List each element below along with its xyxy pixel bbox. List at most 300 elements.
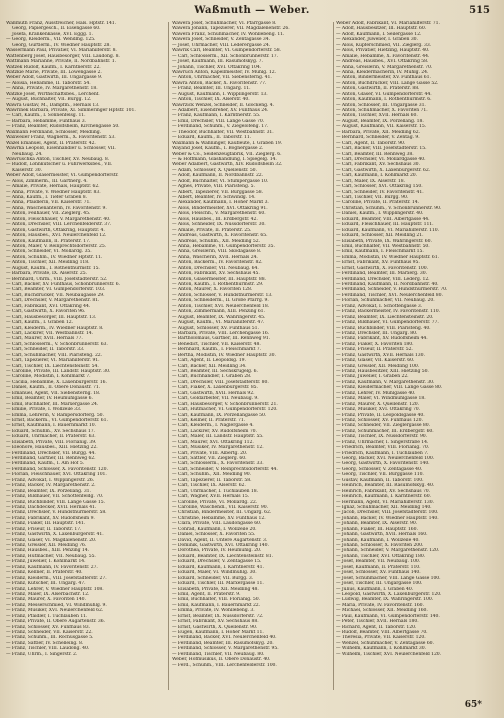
directory-entry: — Albert, Tapezierer, VII. Burggasse 58. xyxy=(172,189,263,195)
directory-entry: — Ferdinand, Bäcker, XVI. Neulerchenfeld 40. xyxy=(172,635,277,641)
directory-entry: — Eduard, Maler, VI. Windmühlg. 30. xyxy=(172,570,257,576)
directory-entry: — Alois, Kupferschmied, VII. Zieglerg. 33. xyxy=(336,42,432,48)
directory-entry: Kaiserstr. 30. xyxy=(12,167,43,173)
directory-entry: — Franz, Lehrer, IV. Mühlgasse 40. xyxy=(336,390,416,396)
directory-entry: Josefa, Krankenkasse, XVI. Eggg. 1. xyxy=(12,31,93,37)
directory-entry: — Anton, Feilhauer, VII. Zieglerg. 45. xyxy=(6,211,91,217)
directory-entry: — Carl, Schneider, II. Taborstr. 33. xyxy=(6,347,85,353)
directory-entry: — Anton, Maurer, X. Favoriten 128. xyxy=(172,287,253,293)
directory-entry: — Carl, Kleiderm., IV. Wiedner Hauptstr. 8. xyxy=(6,325,104,331)
directory-entry: — Carl, Bäcker, VIII. Josefstädterstr. 15. xyxy=(336,146,427,152)
directory-entry: — Eduard, Beamter, IX. Liechtensteinstr. 81. xyxy=(172,553,273,559)
directory-entry: — Ferdinand, Kaufm., I. Am Hof 5. xyxy=(6,461,85,467)
directory-entry: — Eduard, Drechsler, V. Zentagasse 15. xyxy=(172,559,262,565)
directory-entry: — Carl, Lackirer, VII. Westbahnstr. 14. xyxy=(6,330,94,336)
directory-entry: — Emil, Kaufmann, I. Bauernmarkt 22. xyxy=(172,602,261,608)
directory-entry: — Eduard, Schuhm., XV. Sechshaus 17. xyxy=(6,428,95,434)
directory-entry: — Anton, Kaufm., I. Rothenthurmstr. 29. xyxy=(172,282,264,287)
directory-entry: — August, Schlosser, XV. Fünfhaus 51. xyxy=(172,325,259,331)
directory-entry: Wattenberg Josef, Hausbesorger, VIII. Laudong. 8. xyxy=(6,53,120,59)
directory-entry: — August, Beamter, IX. Porzellang. 18. xyxy=(336,118,424,124)
directory-entry: — Carl, Agent, II. Taborstr. 90. xyxy=(336,140,406,146)
directory-entry: — Josef, Beamter, VII. Neubaug. 100. xyxy=(336,559,421,565)
directory-entry: — Bernhard, Schneider, V. Zentag. 9. xyxy=(336,135,420,141)
directory-entry: — Josef, Kaufmann, III. Rasumofskyg. 7. xyxy=(172,59,263,65)
directory-entry: — Benedict, Tischler, VII. Kaiserstr. 48. xyxy=(172,341,261,347)
directory-entry: Wayand Josef, Kaufm., I. Bognergasse 2. xyxy=(172,146,264,152)
directory-entry: — Ernst, Kaufmann, I. Bauernmarkt 10. xyxy=(6,423,97,429)
directory-entry: — Eduard, Kaufmann, I. Kärntnerstr. 41. xyxy=(172,564,264,570)
directory-entry: — Friedrich, Beamter, VIII. Florianig. 70. xyxy=(336,445,430,451)
directory-entry: — Rudolf, Lohnkutscher u. Fuhrwerksbes., VII. xyxy=(6,162,113,168)
directory-entry: — Franz, Kutscher, III. Ungarg. 47. xyxy=(6,581,86,587)
directory-entry: — Franz, Sattler, IV. Schelleing. 8. xyxy=(6,640,84,646)
directory-entry: Weber Adolf, Gastwirth, III. Ungargasse 9. xyxy=(6,75,103,81)
directory-entry: — Anton, Zimmermann, XIII. Penzing 61. xyxy=(172,309,265,315)
directory-entry: — Franz, Fiaker, III. Hauptstr. 141. xyxy=(6,521,86,527)
directory-entry: — Eduard, Beamter, VIII. Albertgasse 44. xyxy=(336,216,430,222)
directory-entry: — Franz, Fiaker, X. Favoriten 180. xyxy=(336,341,414,347)
directory-entry: — Caroline, Private, II. Praterstr. 14. xyxy=(336,200,420,206)
directory-entry: — Franz, Fabrikant, XV. Rudolfsheim 9. xyxy=(6,515,95,521)
directory-entry: — Ferd., Schuhm., VIII. Lerchenfelderstr. 100. xyxy=(172,662,277,668)
directory-entry: — Franz, Friseur, II. Taborstr. 17. xyxy=(6,526,82,532)
directory-entry: — Emma, Modistin, IV. Wiedner Hauptstr. 61. xyxy=(336,254,439,260)
directory-entry: — Anna, Hebamme, VI. Gumpendorferstr. 35. xyxy=(172,243,275,249)
directory-entry: — Josef, Uhrmacher, VIII. Lederergasse 24. xyxy=(172,42,271,48)
directory-entry: — Anton, Gastwirth, II. Praterstr. 88. xyxy=(336,86,420,92)
directory-entry: — Carl, Wagner, XVII. Hernals 15. xyxy=(172,494,250,500)
directory-entry: Watzek Rudolf, Kaufm., I. Kärntnerstr. 22. xyxy=(6,64,101,70)
directory-entry: — Ludwig, Beamter, IX. Währingerstr. 100. xyxy=(336,597,434,603)
directory-entry: — Andreas, Gastwirth, X. Favoritenstr. 65. xyxy=(172,233,268,239)
directory-entry: — Franz, Fabrikant, XV. Rudolfsheim 44. xyxy=(336,336,428,342)
directory-entry: — Ignaz, Schuhmacher, XII. Meidling 140. xyxy=(336,504,432,510)
directory-entry: — Johann, Fiaker, III. Hauptstr. 160. xyxy=(336,526,418,532)
directory-entry: — Bernhard, Kaufm., I. Fleischmarkt 7. xyxy=(172,347,262,353)
directory-entry: — Ferdinand, Schlosser, X. Favoritenstr. 120. xyxy=(6,466,108,472)
directory-entry: Weber, Hofmusikus, II. Obere Donaustr. 40. xyxy=(172,657,271,663)
directory-entry: — Anton, Glaser, VI. Gumpendorferstr. 44. xyxy=(336,91,432,97)
directory-entry: — Caroline, Private, III. Landstr. Hauptstr. 30. xyxy=(6,369,111,374)
directory-entry: — Gustav, Kaufmann, II. Taborstr. 100. xyxy=(336,477,424,483)
directory-entry: — Emanuel, Agent, VII. Siebensterng. 18. xyxy=(6,390,101,396)
directory-entry: — Anton, Tischler, XVII. Hernals 60. xyxy=(336,113,418,119)
directory-entry: — Christian, Bindermeister, III. Ungarg. 62. xyxy=(172,510,272,516)
directory-entry: — Emilie, Private, I. Wollzeile 33. xyxy=(6,407,82,413)
directory-entry: — Anna, Private, V. Wiedner Hauptstr. 83. xyxy=(6,189,101,195)
directory-entry: — Eduard, Schneider, VII. Burgg. 3. xyxy=(172,575,254,581)
directory-entry: Wawruch Anton, Kapellmeister, IV. Mühlg. 12. xyxy=(172,69,276,75)
directory-entry: — August, Beamter, IX. Währingerstr. 45. xyxy=(172,314,266,320)
directory-entry: — Carl, Schlosserm., XII. Schönbrunnerstr. 17. xyxy=(172,53,279,59)
directory-entry: — Dorothea, Private, IV. Heumühlg. 20. xyxy=(172,548,262,554)
directory-entry: — Anna, Kaufm., I. Tiefer Graben 8. xyxy=(6,195,88,200)
directory-entry: — Franz, Glaser, VII. Kaiserstr. 60. xyxy=(336,358,415,364)
directory-entry: — Carl, Hutmacher, VI. Gumpendorferstr. 120. xyxy=(172,407,278,413)
directory-entry: — Carl, Gastwirth, X. Laxenburgerstr. 62. xyxy=(336,167,431,173)
directory-entry: — Franz, Beamter, III. Ungarg. 11. xyxy=(172,86,251,92)
directory-entry: — Carl, Kaufm., I. Sonnenfelsg. 11. xyxy=(6,113,86,119)
directory-entry: — Ferdinand, Schneider, V. Hundsthurmerstr. 70. xyxy=(336,287,448,293)
directory-entry: — Bernhard, Uhrm., VIII. Josefstädterstr. 52. xyxy=(6,276,108,282)
directory-entry: — Amalie, Hebamme, X. Favoritenstr. 44. xyxy=(336,53,430,59)
directory-entry: — Anton, Schneider, VI. Mollardg. 35. xyxy=(6,249,92,255)
directory-entry: — Amalie, Private, Hernals, Hauptstr. 62. xyxy=(6,184,100,190)
directory-entry: — Heinrich, Kaufmann, I. Kärntnerstr. 60. xyxy=(336,494,431,500)
directory-entry: — Franz, Greisler, XII. Meidling 100. xyxy=(336,363,420,369)
directory-entry: — Ernst, Gastwirth, X. Favoritenstr. 100. xyxy=(336,265,428,271)
directory-entry: — Adam, Schlosser, X. Quellenstr. 50. xyxy=(172,167,257,173)
directory-entry: — Paul, Kaufmann, VI. Gumpendorferstr. 140. xyxy=(336,613,440,619)
directory-entry: — Carl, Goldarbeiter, VII. Neubaug. 9. xyxy=(172,396,259,402)
directory-entry: — Franz, Kleiderm., VIII. Josefstädterstr. 27. xyxy=(6,575,107,581)
directory-entry: — Wilhelm, Tischler, XVI. Neulerchenfeld 120. xyxy=(336,651,442,657)
directory-entry: — Franz, Hausbesitzer, XIII. Hietzing 50. xyxy=(336,369,429,374)
directory-entry: — Franz, Bäcker, IV. Margarethenstr. 2. xyxy=(6,483,96,489)
directory-entry: — Ernst, Bäckerm., VI. Gumpendorferstr. 61. xyxy=(6,417,108,423)
directory-entry: — Franz, Tischler, VIII. Laudong. 40. xyxy=(6,646,90,652)
directory-entry: — Rudolf, Beamter, VIII. Albertgasse 70. xyxy=(336,630,428,635)
directory-entry: — Daniel, Kaufm., I. Wipplingerstr. 40. xyxy=(336,211,424,217)
directory-entry: — Franz, Kaufmann, IV. Favoritenstr. 27. xyxy=(6,564,98,570)
directory-entry: — Julius, Kaufmann, I. Graben 40. xyxy=(336,586,414,592)
directory-entry: — Josef, Tischler, III. Ungargasse 100. xyxy=(336,581,423,587)
directory-entry: Wawra Gustav, M., Dampfm., Hernals 13. xyxy=(6,102,100,108)
directory-entry: — Carl, Fabrikant, XVI. Ottakring 44. xyxy=(6,303,91,309)
directory-entry: — Elisabeth, Private, VIII. Florianig. 39. xyxy=(6,439,97,445)
directory-entry: — Johann, Schlosser, X. Favoriten 200. xyxy=(336,543,424,548)
directory-entry: — Carl, Buchdrucker, VII. Neubaugasse 29. xyxy=(6,292,105,298)
directory-entry: — Carl, Private, VIII. Albertg. 20. xyxy=(172,450,248,456)
directory-entry: — Franz, Glaser, VI. Magdalenenstr. 20. xyxy=(6,537,97,543)
directory-entry: — Anton, Drechsler, VII. Neubaug. 64. xyxy=(172,265,259,271)
directory-entry: — Franz, Bildhauer, VI. Gumpendorferstr. 77. xyxy=(336,320,439,326)
directory-entry: — Anton, Kaufmann, II. Praterstr. 17. xyxy=(6,238,91,244)
directory-entry: — Emil, Buchhalter, VII. Westbahnstr. 50. xyxy=(336,243,430,249)
directory-entry: — Carl, Maler, IX. Alserstr. 18. xyxy=(336,178,405,184)
directory-entry: — Carl, Lackirer, XV. Rudolfsheim 70. xyxy=(172,428,257,434)
directory-entry: — Franz, Beamter, IX. Liechtensteinstr. 20. xyxy=(336,314,434,320)
directory-entry: — Carl, Buchhändler, I. Graben 28. xyxy=(172,374,252,380)
directory-entry: — August, Kaufm., I. Rothenthurmstr. 15. xyxy=(6,265,100,271)
directory-entry: — Leopold, Gastwirth, X. Laxenburgerstr. 120. xyxy=(336,591,442,597)
directory-entry: Wawera Franz, Schuhmacher, IV. Wohllebeng. 11. xyxy=(172,31,285,37)
directory-entry: — Ferdinand, Schuhm., V. Ziegelofeng. 17. xyxy=(172,124,269,130)
directory-entry: Weber Adolf, Glasermeister, VI. Gumpendorferstr. xyxy=(6,173,119,179)
directory-entry: — Anna, Greislerin, V. Margarethenstr. 70. xyxy=(336,64,433,70)
directory-entry: — Johann, Tischler, XVI. Ottakring 180. xyxy=(336,553,426,559)
directory-entry: Waxmann Ferdinand, Schlosser, Meidling. xyxy=(6,129,102,135)
directory-entry: — August, Kaufmann, I. Wipplingerstr. 13. xyxy=(172,91,268,97)
column-divider xyxy=(168,22,169,690)
directory-entry: Weber Adolf, Fabrikant, VI. Mariahilferstr. 71. xyxy=(336,21,440,26)
directory-entry: — Carl, Hausbesorger, V. Schönbrunnerstr. 21. xyxy=(172,401,278,407)
directory-entry: — Anton, Schlosser, V. Hundsthurmerstr. 13. xyxy=(172,292,273,298)
directory-entry: — Carl, Kaufm., I. Graben 12. xyxy=(6,320,74,326)
directory-entry: — Daniel, Schlosser, X. Favoriten 55. xyxy=(172,532,256,538)
directory-entry: — Franz, Schuhmacher, III. Erdbergstr. 60. xyxy=(336,428,434,434)
directory-entry: — Maria, Private, IV. Favoritenstr. 160. xyxy=(336,602,424,608)
directory-entry: — Christine, Hebamme, XV. Fünfhaus 12. xyxy=(172,515,266,521)
directory-entry: — Anton, Glasermeister, III. Hauptstr. 88. xyxy=(172,276,266,282)
directory-entry: — Anton, Drechsler, VIII. Lerchenfelderstr. 37. xyxy=(6,222,112,228)
directory-entry: — Carl, Gastwirth, X. Favoriten 96. xyxy=(6,309,86,315)
directory-entry: — Carl, Beamter, III. Rennweg 38. xyxy=(336,151,414,157)
directory-entry: — Carl, Bäcker, XV. Fünfhaus, Schönbrunnerstr. 6. xyxy=(6,282,121,287)
directory-entry: — Johann, Schneider, V. Margarethenstr. 120. xyxy=(336,548,440,554)
directory-entry: — Florian, Schuhmacher, VII. Neubaug. 20. xyxy=(336,298,435,304)
directory-entry: — Carl, Gastwirth, XVII. Hernals 92. xyxy=(172,390,255,396)
directory-entry: — Johann, Kaufmann, I. Wollzeile 40. xyxy=(336,537,420,543)
directory-entry: — Barbara, Private, VIII. Lerchengasse 16. xyxy=(172,330,270,336)
directory-entry: — Anna, Kleidermacherin, IV. Mühlg. 24. xyxy=(336,69,429,75)
directory-entry: — Franz, Beamter, IX. Porzellang. 31. xyxy=(6,488,91,494)
directory-entry: — Franz, Schlosser, XV. Fünfhaus 83. xyxy=(6,624,91,630)
directory-entry: — Anna, Private, IV. Margarethenstr. 18. xyxy=(6,86,98,92)
directory-entry: — Carl, Kaufmann, IX. Porzellangasse 50. xyxy=(172,412,267,418)
directory-entry: — Franz, Dachdecker, XVII. Hernals 41. xyxy=(6,504,97,510)
directory-entry: — Carl, Kleiderm., I. Naglergasse 4. xyxy=(172,423,254,429)
directory-entry: — Franz, Kaufmann, V. Margarethenstr. 30. xyxy=(336,379,435,385)
directory-entry: — Anna, Greislerin, VIII. Skodagasse 8. xyxy=(172,249,262,255)
directory-entry: — Franz, Drechsler, V. Hundsthurmerstr. 58. xyxy=(6,510,107,516)
directory-entry: — Franz, Maurer, X. Favoriten 140. xyxy=(6,597,86,603)
directory-entry: — Anton, Kaufmann, I. Rothenthurmstr. 6. xyxy=(336,97,432,103)
directory-entry: — Andreas, Schuhm., XII. Meidling 52. xyxy=(172,238,261,244)
directory-entry: — Eduard, Kaufm., II. Taborstr. 11. xyxy=(172,135,252,141)
directory-entry: Weber Adalbert, Gastwirth, XIV. Rudolfsheim 32. xyxy=(172,162,283,168)
directory-entry: — Franz, Drechsler, III. Ungarg. 80. xyxy=(336,330,418,336)
directory-entry: — Cäcilia, Hebamme, X. Laxenburgerstr. 16. xyxy=(6,379,107,385)
directory-entry: — Emma, Private, IV. Wohllebeng. 3. xyxy=(172,608,255,614)
directory-entry: — Andreas, Hausbes., XVI. Ottakring 58. xyxy=(336,59,429,65)
directory-entry: — Emil, Kaufmann, I. Fleischmarkt 15. xyxy=(336,249,424,255)
directory-entry: — Anton, Bäckerm., IV. Favoritenstr. 82. xyxy=(172,260,263,266)
directory-entry: — Carl, Schlosserm., V. Schönbrunnerstr. 63. xyxy=(6,341,108,347)
directory-entry: — Johann, Gastwirth, XVII. Hernals 160. xyxy=(336,532,428,538)
directory-entry: — Anton, Fabrikant, XV. Sechshaus 45. xyxy=(172,271,260,277)
directory-entry: — Anton, Schneiderm., II. Große Pfarrg. 9. xyxy=(172,298,269,304)
directory-entry: — Daniel, Kaufm., II. Obere Donaustr. 71. xyxy=(6,385,101,391)
directory-entry: — Adolf, Kaufmann, II. Nordbahnstr. 22. xyxy=(172,173,264,179)
column-divider xyxy=(333,22,334,690)
directory-entry: — Carl, Kellner, II. Praterstr. 71. xyxy=(172,417,246,423)
directory-entry: — Anton, Maler, V. Reinprechtsdorferstr. 25. xyxy=(6,243,107,249)
directory-entry: — Carl, Bäcker, XII. Meidling 34. xyxy=(172,363,247,369)
directory-entry: Wawera Josef, Schneider, V. Zentagasse 34. xyxy=(172,37,270,43)
directory-entry: — Anton, Schlosser, III. Ungargasse 31. xyxy=(336,102,426,108)
directory-entry: — Alois, Fleischh., V. Margarethenstr. 60. xyxy=(172,211,266,217)
directory-entry: — Johann, Beamter, IX. Alserstr. 90. xyxy=(336,521,418,527)
directory-entry: — Carl, Tapezierer, VI. Mariahilferstr. 91. xyxy=(6,358,100,364)
directory-entry: — Carl, Fiaker, X. Laxenburgerstr. 85. xyxy=(172,385,258,391)
directory-entry: — Franz, Pfaidler, I. Tuchlauben 11. xyxy=(6,613,88,619)
directory-entry: — Christian, Schuhm., V. Schönbrunnerstr. 90. xyxy=(336,205,442,211)
directory-entry: — Anna, Wäscherin, XVII. Hernals 24. xyxy=(172,254,258,260)
directory-entry: — Georg, Gastwirth, X. Favoritenstr. 140. xyxy=(336,461,430,467)
directory-entry: — Franz, Hausbes., XIII. Penzing 14. xyxy=(6,548,90,554)
directory-entry: — Anna, Pfaidlerin, VII. Kaiserstr. 71. xyxy=(6,200,91,206)
directory-entry: — Ernst, Gastwirth, X. Quellenstr. 90. xyxy=(172,624,258,630)
directory-entry: — Franz, Messerschmied, VI. Windmühlg. 9. xyxy=(6,602,107,608)
directory-entry: — Franz, Buchbinder, VIII. Piaristeng. 40. xyxy=(336,325,431,331)
directory-entry: — Emil, Beamter, IV. Heumühlgasse 6. xyxy=(6,396,93,402)
directory-entry: — Alois, Hausbes., III. Erdbergstr. 42. xyxy=(172,216,258,222)
directory-entry: — Carl, Schlosser, XVI. Ottakring 150. xyxy=(336,184,423,190)
directory-entry: — Ferdinand, Beamter, III. Marxerg. 30. xyxy=(336,271,427,277)
directory-entry: — Emil, Drechsler, VIII. Lange Gasse 70. xyxy=(172,118,265,124)
directory-entry: — Elisabeth, Private, IX. Währingerstr. 60. xyxy=(336,238,432,244)
directory-entry: — Josef, Schuhmacher, VIII. Lange Gasse 100. xyxy=(336,575,441,581)
directory-entry: — Franz, Maler, IX. Alserbachstr. 12. xyxy=(6,591,90,597)
directory-entry: Wazel Emanuel, Agent, II. Praterstr. 42. xyxy=(6,140,96,146)
directory-entry: — Richard, Agent, II. Taborstr. 120. xyxy=(336,624,417,630)
directory-entry: — Franz, Kleidermacher, VIII. Lange Gasse 80. xyxy=(336,385,443,391)
directory-entry: — Eduard, Kaufmann, VI. Mariahilferstr. 110. xyxy=(336,227,440,233)
directory-entry: — Franz, Maler, VI. Windmühlgasse 18. xyxy=(336,396,426,402)
directory-entry: — Eduard, Fleischhauer, III. Hauptstr. 111. xyxy=(336,222,434,228)
directory-entry: — Carl, Sattler, VII. Zieglerg. 60. xyxy=(172,456,247,461)
directory-entry: — Alois, Privatier, Hietzing, Hauptstr. 40. xyxy=(336,48,430,54)
directory-entry: Waßmuth Franz, Ausstreicher, Hals. Hptstr. 141. xyxy=(6,21,117,26)
directory-entry: — Heinrich, Fabrikant, XV. Sechshaus 70. xyxy=(336,488,431,494)
directory-entry: — Ernst, Fabrikant, XV. Sechshaus 88. xyxy=(172,619,259,625)
directory-entry: Wawra Anton, Bäcker, X. Favoritenstr. 77. xyxy=(172,80,267,86)
directory-entry: — Carl, Maler, III. Landstr. Hauptstr. 55. xyxy=(172,434,264,440)
directory-entry: — Franz, Musiker, XVI. Ottakring 70. xyxy=(336,407,421,413)
directory-entry: — Emil, Buchhalter, III. Marxergasse 24. xyxy=(6,401,99,407)
directory-entry: — Heinrich, Beamter, III. Rasumofskyg. 40. xyxy=(336,483,435,489)
directory-entry: — Carl, Drechsler, VIII. Josefstädterstr. 80. xyxy=(172,379,269,385)
directory-entry: — Georg, Schlosser, V. Zentagasse 40. xyxy=(336,466,423,472)
directory-entry: — Franz, Beamter, Rudolfsheim, Kirchengasse 50. xyxy=(6,124,120,130)
directory-entry: — Alexander, Kaufmann, I. Hoher Markt 3. xyxy=(172,200,269,206)
directory-entry: — Josef, Kaufmann, II. Praterstr. 110. xyxy=(336,564,421,570)
directory-entry: — Conrad, Kaufmann, I. Wollzeile 20. xyxy=(172,526,257,532)
page-title: Waßmuth — Weber. xyxy=(194,5,310,16)
directory-entry: — Franz, Kellner, II. Praterstr. 40. xyxy=(6,570,83,576)
directory-entry: — Hermann, Agent, VI. Mariahilferstr. 130. xyxy=(336,499,434,505)
directory-entry: — Eleonore, Hausbes., XIII. Hietzing 22. xyxy=(6,445,98,451)
directory-entry: — Alois, Zimmerm., III. Gärtnerg. 4. xyxy=(6,178,88,184)
directory-entry: — Eduard, Uhrmacher, II. Praterstr. 63. xyxy=(6,434,96,440)
directory-entry: — Anton, Buchdrucker, VIII. Lange Gasse 52. xyxy=(336,80,439,86)
directory-entry: — Carl, Tischler, IX. Liechtensteinstr. 54. xyxy=(6,363,99,369)
directory-entry: — Alois, Bindermeister, XVI. Ottakring 91. xyxy=(172,205,268,211)
directory-entry: — Carl, Beamter, VI. Gumpendorferstr. 103. xyxy=(6,287,106,293)
directory-entry: — Anton, Tischler, XVI. Neulerchenfeld 18. xyxy=(172,303,270,309)
directory-entry: — Carl, Tapezierer, II. Taborstr. 58. xyxy=(172,477,252,483)
directory-entry: — Emil, Agent, II. Praterstr. 9. xyxy=(172,591,241,597)
directory-entry: — Barbara, Hebamme, Fünfhaus 3. xyxy=(6,118,86,124)
directory-entry: — Ernst, Beamter, IX. Nussdorferstr. 72. xyxy=(172,613,264,619)
directory-entry: — Theresia, Private, VII. Kaiserstr. 120. xyxy=(336,635,426,641)
directory-entry: — Franz, Gastwirth, XVII. Hernals 130. xyxy=(336,352,425,358)
directory-entry: — Alexander, Juwelier, I. Graben 30. xyxy=(336,37,418,43)
column-1 xyxy=(6,21,166,693)
directory-entry: — Caroline, Wäschehdl., VII. Kaiserstr. 90. xyxy=(172,504,268,510)
directory-entry: — Wenzel, Schuhmacher, V. Zentagasse 60. xyxy=(336,640,434,646)
directory-entry: — Franz, Private, II. Leopoldsgasse 40. xyxy=(336,412,425,418)
directory-entry: — Franz, Uhrm., I. Singerstr. 2. xyxy=(6,651,78,657)
page-header xyxy=(0,5,504,19)
directory-entry: — Anton, Hausbes., XVI. Neulerchenfeld 12. xyxy=(6,233,107,239)
directory-entry: — Carl, Hausbesorger, III. Hauptstr. 13. xyxy=(6,314,97,320)
directory-entry: Wawera Josef, Schuhmacher, VI. Pfarrgasse 8. xyxy=(172,21,277,26)
directory-entry: — Anton, Uhrmacher, VII. Siebensterng. 41. xyxy=(172,75,272,81)
directory-entry: — Aloisia, Hebamme, II. Taborstr. 54. xyxy=(6,80,91,86)
directory-entry: — Anton, Schuhmacher, X. Favoriten 71. xyxy=(336,108,428,113)
directory-entry: Georg, Papiergesch., II. Eisengasse 60. xyxy=(12,26,101,32)
directory-entry: — Franz, Uhrmacher, I. Singerstraße 14. xyxy=(336,439,429,445)
directory-entry: — Franz, Friseur, II. Praterstr. 52. xyxy=(336,347,413,353)
directory-entry: Georg, Gürtlerm., IV. Wiedner Hauptstr. 28. xyxy=(12,42,111,48)
directory-entry: — Ferdinand, Drechsler, VIII. Lederg. 12. xyxy=(336,276,430,282)
directory-entry: — Franz, Maurer, X. Quellenstr. 120. xyxy=(336,401,420,407)
directory-entry: — August, Kaufmann, VII. Kaiserstr. 15. xyxy=(336,124,427,130)
directory-entry: — David, Agent, II. Untere Augartenstr. 3. xyxy=(172,537,268,543)
directory-entry: Waxmann & Wähninger, Kaufleute, I. Graben 19. xyxy=(172,140,283,146)
directory-entry: Watzke Josef, Wirthschaftsbes., Lerchenf. xyxy=(6,91,100,97)
directory-entry: — Eugen, Kaufmann, I. Hoher Markt 11. xyxy=(172,630,264,635)
directory-entry: — Peter, Tischler, XVII. Hernals 180. xyxy=(336,619,419,625)
directory-entry: — Eduard, Schlosser, XII. Meidling 21. xyxy=(336,233,424,239)
directory-entry: — Friedrich, Kaufmann, I. Tuchlauben 7. xyxy=(336,450,429,456)
directory-entry: — Anton, Bindermeister, XV. Fünfhaus 61. xyxy=(336,75,431,81)
directory-entry: — Carl, Fabrikant, XV. Sechshaus 30. xyxy=(336,162,420,168)
directory-entry: — Ernst, Fabrikant, XV. Fünfhaus 95. xyxy=(336,260,420,266)
directory-entry: — Carl, Schuhmacher, VIII. Piaristeng. 22. xyxy=(6,352,103,358)
directory-entry: — Georg, Tischler, VII. Burggasse 110. xyxy=(336,472,424,478)
directory-entry: Wassermann Paul, Privatier, VI. Mariahilferstr. 8. xyxy=(6,48,117,54)
directory-entry: — Franz, Advokat, I. Schottengasse 3. xyxy=(336,303,423,309)
directory-entry: — Josef, Schlosser, XV. Fünfhaus 140. xyxy=(336,570,421,576)
directory-entry: — Ferdinand, Tischler, VII. Neubaug. 80. xyxy=(172,651,265,657)
directory-entry: — Elisabeth, Private, XII. Meidling 48. xyxy=(172,586,259,592)
directory-entry: — Carl, Schneider, V. Reinprechtsdorferstr. 44. xyxy=(172,466,278,472)
directory-entry: — Carl, Drechsler, VI. Mollardgasse 40. xyxy=(336,156,426,162)
directory-entry: — Anton, Schuhm., IV. Wiedner Hptstr. 11. xyxy=(6,254,103,260)
directory-entry: — Franz, Schneider, VII. Zieglergasse 80. xyxy=(336,423,430,429)
directory-entry: Watzkie Marie, Private, III. Löwengasse 2. xyxy=(6,69,102,75)
directory-entry: — Carl, Schneider, IV. Favoritenstr. 41. xyxy=(336,189,424,195)
directory-entry: — Anton, Tischler, XII. Meidling 118. xyxy=(6,260,90,266)
directory-entry: — Franz, Schneider, VII. Kaiserstr. 22. xyxy=(6,630,93,635)
directory-entry: — Anton, Tischler, IX. Alserstr. 40. xyxy=(172,97,250,103)
directory-entry: — Wilhelm, Kaufmann, I. Kohlmarkt 30. xyxy=(336,646,426,652)
directory-entry: — Franz, Juwelier, I. Kohlmarkt 14. xyxy=(6,559,86,565)
directory-entry: — Carl, Uhrmacher, I. Tuchlauben 18. xyxy=(172,488,259,494)
directory-entry: — Franz, Advokat, I. Wipplingerstr. 26. xyxy=(6,477,95,483)
directory-entry: Wawera Johann, Tapezierer, VII. Magdalenenstr. 26. xyxy=(172,26,290,32)
directory-entry: Wawruschka Anton, Tischler, XV. Neubaug. 8. xyxy=(6,156,110,162)
directory-entry: — Carl, Schlosserm., X. Favoritenstr. 33. xyxy=(172,461,264,467)
directory-entry: — Anton, Gastwirth, Ottakring, Hauptstr. 4. xyxy=(6,227,105,233)
directory-entry: Wawrzick Wenzel, Schneider, II. Glockeng. 4. xyxy=(172,102,275,108)
directory-entry: — Johann, Tischler, XVI. Ottakring 104. xyxy=(172,64,262,70)
directory-entry: — Emil, Buchhalter, VIII. Florianig. 50. xyxy=(172,597,261,603)
directory-entry: — Carl, Schuhm., XII. Meidling 90. xyxy=(172,472,251,478)
directory-entry: — Carl, Tischler, VII. Burgg. 90. xyxy=(336,195,409,200)
directory-entry: — Franz, Kaufmann, I. Kärntnerstr. 55. xyxy=(172,113,261,119)
column-2 xyxy=(172,21,330,693)
directory-entry: — Franz, Schuhm., III. Rochusgasse 5. xyxy=(6,635,94,641)
directory-entry: — Franz, Buchbinder, VIII. Lange Gasse 15. xyxy=(6,499,105,505)
directory-entry: Wawrinek Barbara, Private, XI. Simmeringer Hptstr. 101. xyxy=(6,108,136,113)
directory-entry: — Caroline, Modistin, I. Kohlmarkt 7. xyxy=(6,374,91,380)
directory-entry: — Dominik, Gastwirth, XVI. Ottakring 140. xyxy=(172,543,269,548)
